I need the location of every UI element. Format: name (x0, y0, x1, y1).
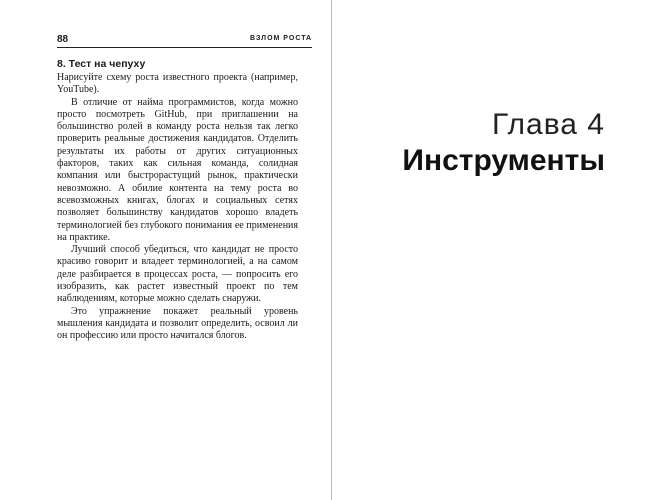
right-page (332, 0, 663, 500)
page-number: 88 (57, 34, 69, 45)
body-text (57, 72, 298, 343)
paragraph: Лучший способ убедиться, что кандидат не просто красиво говорит и владеет терминологией, а на самом деле разбирается в процессах роста, — попросить его изобразить, как растет известный проект по тем наблюдениям, которые можно сделать снаружи. (57, 244, 298, 305)
left-page (0, 0, 331, 500)
paragraph: В отличие от найма программистов, когда можно просто посмотреть GitHub, при приглашении на большинство ролей в команду роста нельзя так легко проверить реальные достижения кандидатов. Отделить результаты их работы от других ситуационных факторов, таких как сильная команда, солидная компания или быстрорастущий рынок, практически невозможно. А обилие контента на тему роста во всевозможных книгах, блогах и социальных сетях позволяет большинству кандидатов хорошо владеть терминологией без глубокого понимания ее применения на практике. (57, 96, 298, 243)
paragraph: Это упражнение покажет реальный уровень мышления кандидата и позволит определить, освоил ли он профессию или просто начитался блогов. (57, 305, 298, 342)
running-head: ВЗЛОМ РОСТА (250, 35, 313, 42)
paragraph: Нарисуйте схему роста известного проекта (например, YouTube). (57, 72, 298, 96)
chapter-label: Глава 4 (491, 108, 605, 141)
section-heading: 8. Тест на чепуху (57, 58, 146, 70)
chapter-title: Инструменты (402, 144, 605, 177)
header-rule (57, 47, 312, 48)
